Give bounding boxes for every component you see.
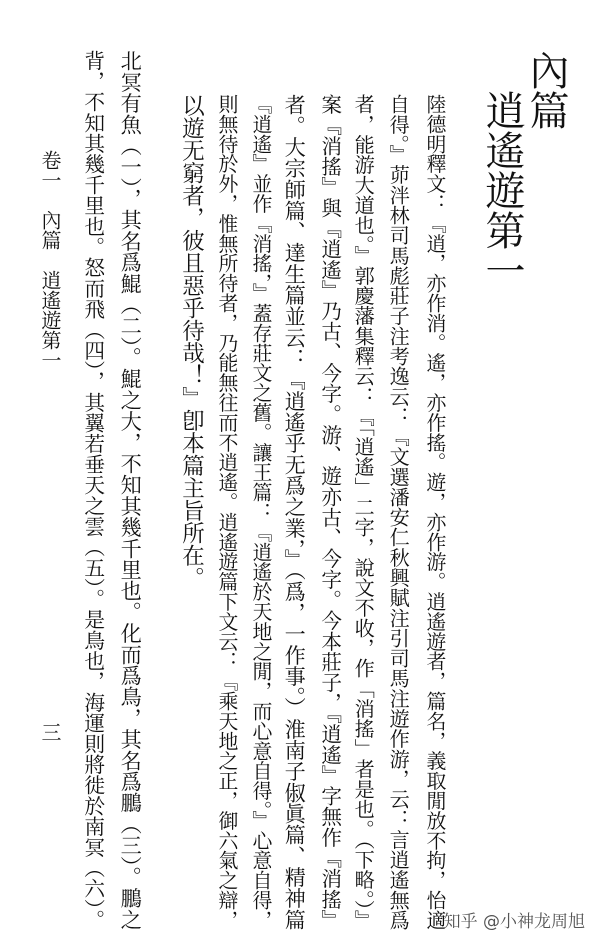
main-text-line: 背，不知其幾千里也。怒而飛（四），其翼若垂天之雲（五）。是鳥也，海運則將徙於南冥（六）。 <box>80 50 105 930</box>
commentary-line: 者。大宗師篇、達生篇並云：『逍遙乎无爲之業，』（爲，一作事。）淮南子俶眞篇、精神篇 <box>282 94 308 930</box>
main-text-line: 北冥有魚（一），其名爲鯤（二）。鯤之大，不知其幾千里也。化而爲鳥，其名爲鵬（三）。鵬之 <box>118 50 144 930</box>
chapter-title: 逍遙遊第一 <box>479 90 525 290</box>
section-title: 內篇 <box>523 50 569 130</box>
page-number: 三 <box>38 722 62 742</box>
running-head: 卷一 內篇 逍遙遊第一 <box>38 150 62 370</box>
commentary-line: 陸德明釋文：『逍，亦作消。遙，亦作搖。遊，亦作游。逍遙遊者，篇名，義取閒放不拘，怡適 <box>422 94 446 930</box>
commentary-line: 者，能游大道也。』郭慶藩集釋云：『「逍遙」二字，說文不收，作「消搖」者是也。（下略。）』 <box>351 94 376 930</box>
commentary-line: 則無待於外，惟無所待者，乃能無往而不逍遙。逍遙遊篇下文云：『乘天地之正，御六氣之辯， <box>214 94 238 930</box>
commentary-line: 『逍遙』並作『消搖，』蓋存莊文之舊。讓王篇：『逍遙於天地之閒，而心意自得。』心意自得， <box>248 94 272 930</box>
commentary-line: 自得。』茆泮林司馬彪莊子注考逸云：『文選潘安仁秋興賦注引司馬注遊作游，云：言逍遙無爲 <box>386 94 411 930</box>
watermark-text: 知乎 @小神龙周旭 <box>443 912 585 932</box>
commentary-line: 案『消搖』與『逍遙』乃古、今字。游、遊亦古、今字。今本莊子，『逍遙』字無作『消搖』 <box>317 94 342 930</box>
commentary-line: 以遊无窮者，彼且惡乎待哉！』卽本篇主旨所在。 <box>178 94 205 589</box>
